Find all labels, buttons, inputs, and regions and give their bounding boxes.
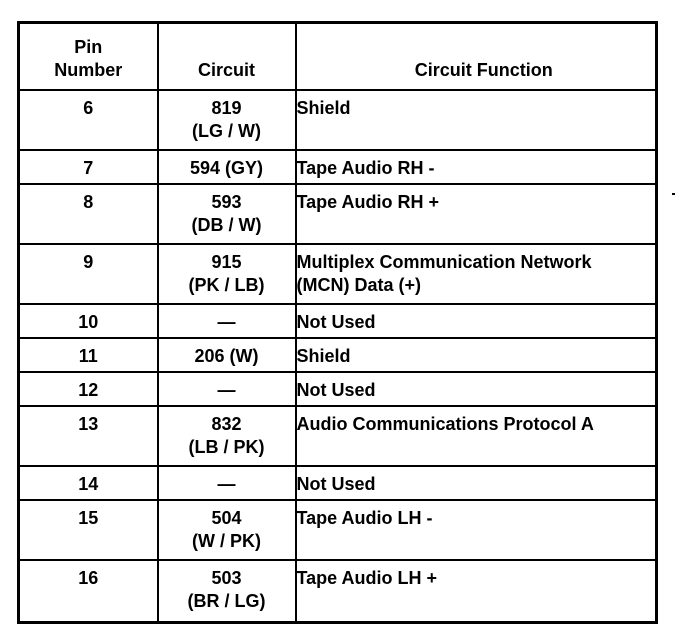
pin-number-header — [19, 23, 158, 91]
function-cell — [296, 500, 657, 560]
function-cell — [296, 466, 657, 500]
circuit-cell — [158, 150, 296, 184]
table-row — [19, 244, 657, 304]
table-row — [19, 338, 657, 372]
circuit-header: Circuit — [158, 23, 296, 91]
pin-header-line2: Number — [54, 60, 123, 80]
pin-cell: 13 — [19, 406, 158, 466]
table-row — [19, 560, 657, 623]
circuit-number: 206 (W) — [194, 346, 259, 366]
circuit-number: — — [217, 474, 236, 494]
table-row — [19, 406, 657, 466]
function-cell — [296, 406, 657, 466]
pin-header-line1: Pin — [74, 37, 103, 57]
circuit-color: (DB / W) — [191, 215, 262, 235]
function-text: Not Used — [296, 474, 376, 494]
pin-cell: 10 — [19, 304, 158, 338]
circuit-cell — [158, 184, 296, 244]
circuit-cell — [158, 304, 296, 338]
function-cell — [296, 90, 657, 150]
pin-cell: 6 — [19, 90, 158, 150]
circuit-cell — [158, 90, 296, 150]
circuit-function-header: Circuit Function — [296, 23, 657, 91]
table-row — [19, 466, 657, 500]
pin-cell: 16 — [19, 560, 158, 623]
circuit-color: (LG / W) — [192, 121, 261, 141]
pin-cell: 15 — [19, 500, 158, 560]
circuit-color: (PK / LB) — [188, 275, 265, 295]
circuit-number: 504 — [211, 508, 242, 528]
function-cell — [296, 150, 657, 184]
function-text: (MCN) Data (+) — [296, 275, 421, 295]
circuit-cell — [158, 244, 296, 304]
circuit-cell — [158, 500, 296, 560]
function-text: Audio Communications Protocol A — [296, 414, 594, 434]
circuit-number: 832 — [211, 414, 242, 434]
table-row — [19, 372, 657, 406]
function-cell — [296, 184, 657, 244]
function-text: Tape Audio LH - — [296, 508, 433, 528]
header-row — [19, 23, 657, 91]
function-text: Tape Audio RH + — [296, 192, 440, 212]
circuit-number: 593 — [211, 192, 242, 212]
function-text: Tape Audio RH - — [296, 158, 435, 178]
circuit-number: 915 — [211, 252, 242, 272]
circuit-number: — — [217, 312, 236, 332]
circuit-color: (BR / LG) — [187, 591, 266, 611]
table-row — [19, 184, 657, 244]
function-cell — [296, 244, 657, 304]
pin-cell: 8 — [19, 184, 158, 244]
circuit-cell — [158, 338, 296, 372]
function-text: Not Used — [296, 380, 376, 400]
pin-cell: 11 — [19, 338, 158, 372]
circuit-number: 503 — [211, 568, 242, 588]
circuit-number: 594 (GY) — [189, 158, 264, 178]
function-cell — [296, 304, 657, 338]
function-text: Shield — [296, 346, 351, 366]
function-text: Tape Audio LH + — [296, 568, 438, 588]
circuit-cell — [158, 466, 296, 500]
table-row — [19, 500, 657, 560]
circuit-number: 819 — [211, 98, 242, 118]
function-text: Not Used — [296, 312, 376, 332]
circuit-cell — [158, 406, 296, 466]
pin-cell: 12 — [19, 372, 158, 406]
function-cell — [296, 372, 657, 406]
circuit-number: — — [217, 380, 236, 400]
table-row — [19, 150, 657, 184]
circuit-cell — [158, 560, 296, 623]
circuit-color: (LB / PK) — [188, 437, 265, 457]
stray-mark — [672, 193, 675, 195]
function-cell — [296, 560, 657, 623]
circuit-color: (W / PK) — [192, 531, 261, 551]
function-text: Multiplex Communication Network — [296, 252, 592, 272]
pin-table — [17, 21, 658, 624]
pin-cell: 7 — [19, 150, 158, 184]
function-text: Shield — [296, 98, 351, 118]
pin-cell: 14 — [19, 466, 158, 500]
pin-cell: 9 — [19, 244, 158, 304]
circuit-cell — [158, 372, 296, 406]
table-row — [19, 90, 657, 150]
function-cell — [296, 338, 657, 372]
table-row — [19, 304, 657, 338]
